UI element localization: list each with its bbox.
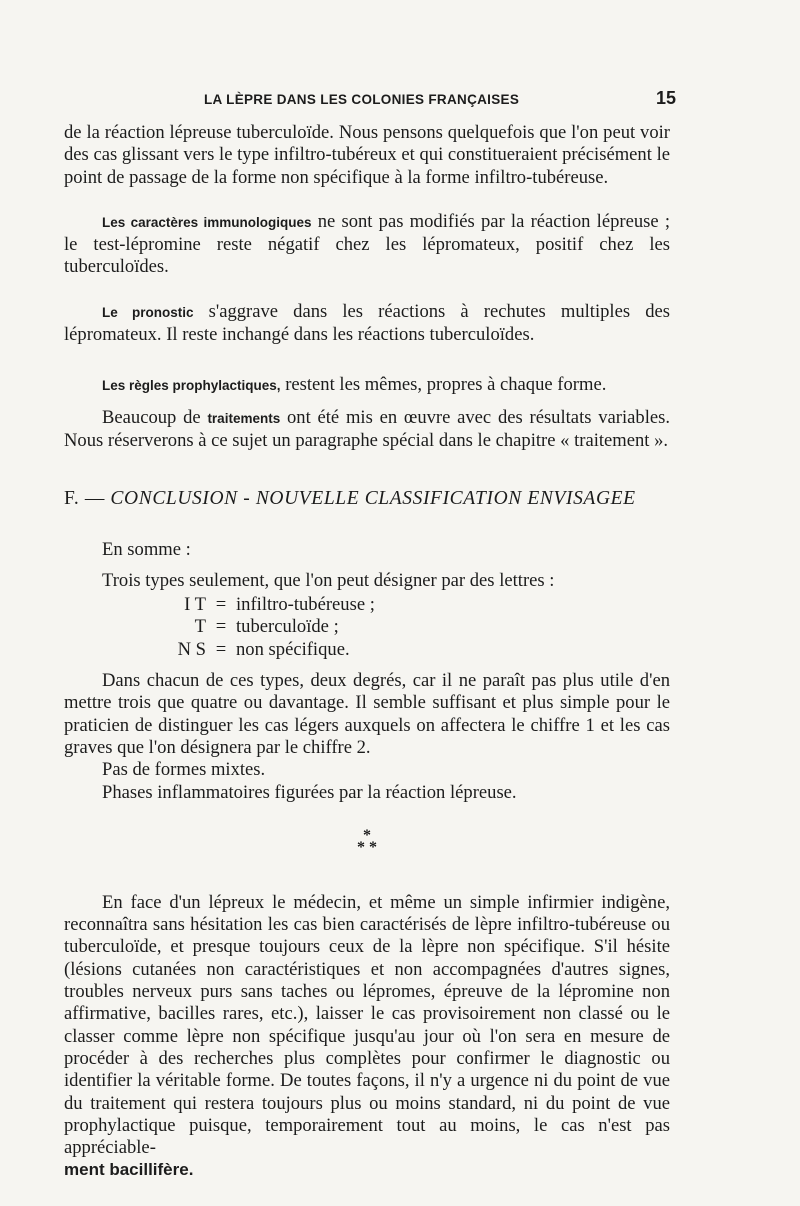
keyword-prognosis: Le pronostic	[102, 304, 194, 320]
final-paragraph: En face d'un lépreux le médecin, et même un simple infirmier indigène, reconnaîtra sans hésitation les cas bien caractérisés de lèpre infiltro-tubéreuse ou tuberculoïde, et presque toujours ceux de la lèpre non spécifique. S'il hésite (lésions cutanées non caractéristiques et non accompagnées d'autres signes, troubles nerveux purs sans taches ou lépromes, épreuve de la lépromine non affirmative, bacilles rares, etc.), laisser le cas provisoirement non classé ou le classer comme lèpre non spécifique jusqu'au jour où l'on sera en mesure de procéder à des recherches plus complètes pour confirmer le diagnostic ou identifier la véritable forme. De toutes façons, il n'y a urgence ni du point de vue du traitement qui restera toujours plus ou moins standard, ni du point de vue prophylactique puisque, temporairement tout au moins, le cas n'est pas appréciable- ment bacillifère.	[64, 891, 670, 1180]
section-heading	[64, 488, 670, 510]
keyword-treatments: traitements	[207, 410, 281, 426]
legend-row	[170, 616, 670, 638]
paragraph-prophylaxis	[64, 374, 670, 397]
paragraph-treatments-text: ont été mis en œuvre avec des résultats variables. Nous réserverons à ce sujet un paragraphe spécial dans le chapitre « traitement ».	[64, 406, 670, 451]
legend-row	[170, 639, 670, 661]
final-paragraph-end: ment bacillifère.	[64, 1160, 194, 1180]
keyword-immunology: Les caractères immunologiques	[102, 214, 312, 230]
paragraph-treatments-start: Beaucoup de	[102, 406, 208, 428]
running-title: LA LÈPRE DANS LES COLONIES FRANÇAISES	[204, 92, 520, 107]
paragraph-prophylaxis-text: restent les mêmes, propres à chaque forme.	[280, 374, 607, 396]
running-header	[64, 88, 676, 114]
legend-label: non spécifique.	[236, 638, 350, 660]
conclusion-phases: Phases inflammatoires figurées par la réaction lépreuse.	[102, 781, 517, 803]
paragraph-treatments	[64, 407, 670, 453]
final-paragraph-text: En face d'un lépreux le médecin, et même un simple infirmier indigène, reconnaîtra sans hésitation les cas bien caractérisés de lèpre infiltro-tubéreuse ou tuberculoïde, et presque toujours ceux de la lèpre non spécifique. S'il hésite (lésions cutanées non caractéristiques et non accompagnées d'autres signes, troubles nerveux purs sans taches ou lépromes, épreuve de la lépromine non affirmative, bacilles rares, etc.), laisser le cas provisoirement non classé ou le classer comme lèpre non spécifique jusqu'au jour où l'on sera en mesure de procéder à des recherches plus complètes pour confirmer le diagnostic ou identifier la véritable forme. De toutes façons, il n'y a urgence ni du point de vue du traitement qui restera toujours plus ou moins standard, ni du point de vue prophylactique puisque, temporairement tout au moins, le cas n'est pas appréciable	[64, 891, 670, 1159]
paragraph-immunology	[64, 211, 670, 279]
paragraph-prognosis-text: s'aggrave dans les réactions à rechutes multiples des lépromateux. Il reste inchangé dans les réactions tuberculoïdes.	[64, 300, 670, 346]
legend-row	[170, 594, 670, 616]
section-letter: F. —	[64, 488, 111, 510]
type-legend	[170, 594, 670, 661]
legend-code: T	[194, 616, 206, 638]
paragraph-immunology-text: ne sont pas modifiés par la réaction lépreuse ; le test-lépromine reste négatif chez les lépromateux, positif chez les tuberculoïdes.	[64, 210, 670, 278]
document-page	[64, 88, 676, 1182]
conclusion-types: Trois types seulement, que l'on peut désigner par des lettres :	[102, 569, 555, 591]
conclusion-no-mixed: Pas de formes mixtes.	[102, 759, 266, 781]
legend-code: N S	[177, 638, 206, 660]
conclusion-degrees: Dans chacun de ces types, deux degrés, car il ne paraît pas plus utile d'en mettre trois que quatre ou davantage. Il semble suffisant et plus simple pour le praticien de distinguer les cas légers auxquels on affectera le chiffre 1 et les cas graves que l'on désignera par le chiffre 2.	[64, 670, 670, 758]
paragraph-1: de la réaction lépreuse tuberculoïde. Nous pensons quelquefois que l'on peut voir des cas glissant vers le type infiltro-tubéreux et qui constitueraient précisément le point de passage de la forme non spécifique à la forme infiltro-tubéreuse.	[64, 122, 670, 188]
paragraph-prognosis	[64, 301, 670, 347]
legend-equals: =	[215, 638, 227, 660]
legend-label: tuberculoïde ;	[236, 616, 339, 638]
section-title: CONCLUSION - NOUVELLE CLASSIFICATION ENVISAGEE	[110, 488, 636, 510]
asterism-divider	[64, 826, 670, 856]
keyword-prophylaxis: Les règles prophylactiques,	[102, 378, 281, 394]
page-number: 15	[655, 88, 676, 108]
asterism-bottom: * *	[357, 838, 377, 856]
conclusion-intro: En somme :	[102, 538, 191, 560]
legend-equals: =	[215, 616, 227, 638]
legend-equals: =	[215, 594, 227, 616]
legend-code: I T	[184, 594, 206, 616]
asterism-top: *	[363, 826, 371, 844]
legend-label: infiltro-tubéreuse ;	[236, 594, 375, 616]
